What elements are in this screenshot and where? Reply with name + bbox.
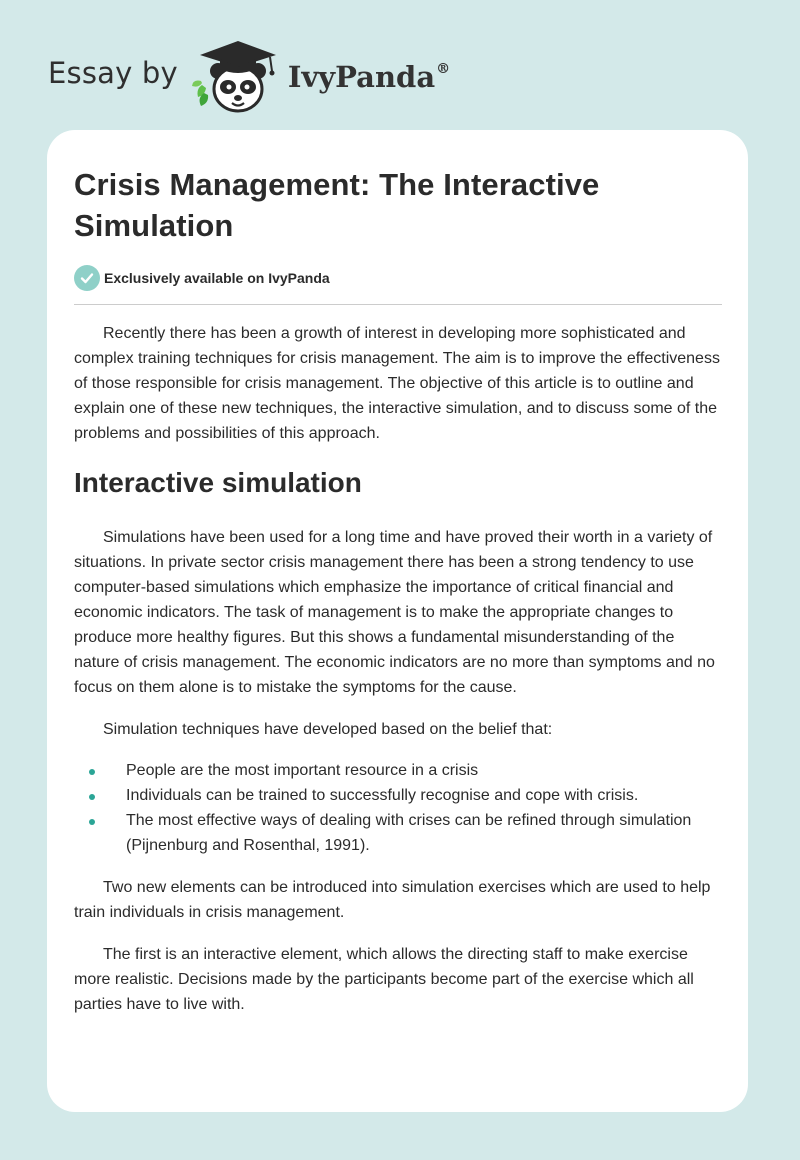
body-paragraph-4: The first is an interactive element, which allows the directing staff to make exercise more realistic. Decisions made by the participants become part of the exercise which all parties have to live with. bbox=[74, 946, 694, 1013]
essay-card bbox=[47, 130, 748, 1112]
check-icon bbox=[74, 265, 100, 291]
belief-list bbox=[74, 758, 722, 858]
essay-by-label: Essay by bbox=[48, 56, 178, 90]
panda-graduate-logo-icon[interactable] bbox=[192, 37, 284, 115]
site-header bbox=[48, 36, 450, 116]
body-paragraph-2: Simulation techniques have developed based on the belief that: bbox=[103, 721, 553, 738]
brand-name[interactable]: IvyPanda® bbox=[287, 60, 451, 94]
body-paragraph-3: Two new elements can be introduced into simulation exercises which are used to help train individuals in crisis management. bbox=[74, 879, 711, 921]
list-item: Individuals can be trained to successfully recognise and cope with crisis. bbox=[74, 783, 722, 808]
bullet-dot-icon bbox=[89, 819, 95, 825]
bullet-dot-icon bbox=[89, 794, 95, 800]
list-item: People are the most important resource in a crisis bbox=[74, 758, 722, 783]
page-title: Crisis Management: The Interactive Simulation bbox=[74, 167, 600, 243]
section-heading: Interactive simulation bbox=[74, 467, 362, 498]
exclusive-badge bbox=[74, 265, 722, 305]
list-item: The most effective ways of dealing with crises can be refined through simulation (Pijnenburg and Rosenthal, 1991). bbox=[74, 808, 722, 858]
intro-paragraph: Recently there has been a growth of interest in developing more sophisticated and complex training techniques for crisis management. The aim is to improve the effectiveness of those responsible for crisis management. The objective of this article is to outline and explain one of these new techniques, the interactive simulation, and to discuss some of the problems and possibilities of this approach. bbox=[74, 325, 720, 442]
registered-mark: ® bbox=[436, 61, 451, 77]
body-paragraph-1: Simulations have been used for a long time and have proved their worth in a variety of situations. In private sector crisis management there has been a strong tendency to use computer-based simulations which emphasize the importance of critical financial and economic indicators. The task of management is to make the appropriate changes to produce more healthy figures. But this shows a fundamental misunderstanding of the nature of crisis management. The economic indicators are no more than symptoms and no focus on them alone is to mistake the symptoms for the cause. bbox=[74, 529, 715, 696]
bullet-dot-icon bbox=[89, 769, 95, 775]
exclusive-badge-text: Exclusively available on IvyPanda bbox=[104, 270, 330, 286]
